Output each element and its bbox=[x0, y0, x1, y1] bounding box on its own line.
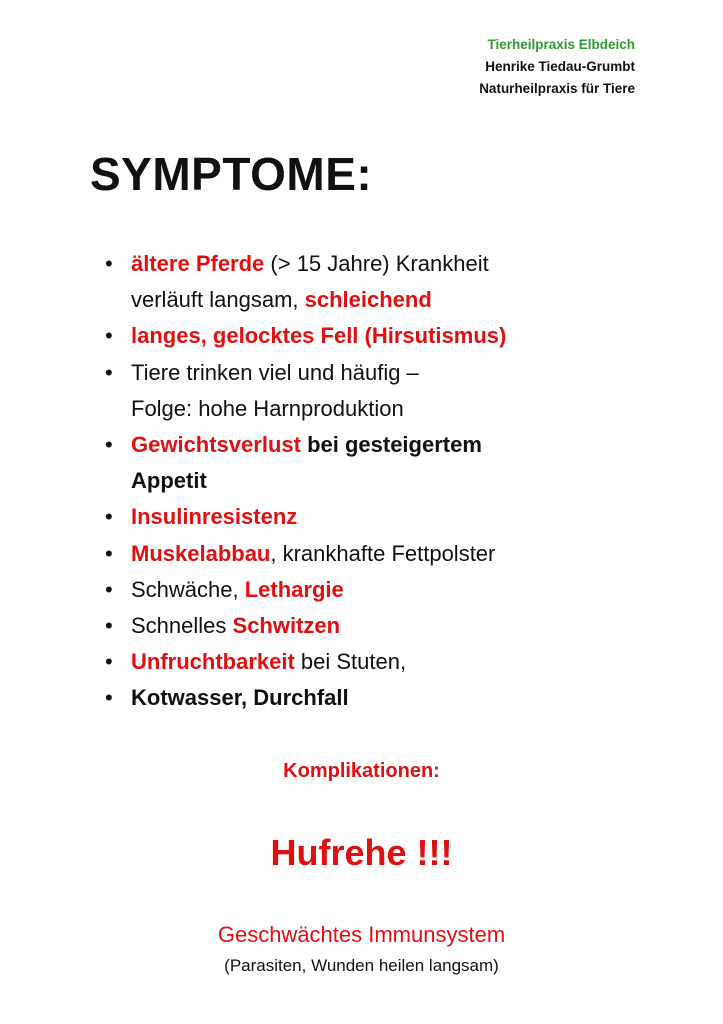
practitioner-name: Henrike Tiedau-Grumbt bbox=[485, 59, 635, 74]
main-complication: Hufrehe !!! bbox=[270, 832, 453, 873]
immune-system-detail: (Parasiten, Wunden heilen langsam) bbox=[224, 956, 499, 975]
list-item bbox=[105, 246, 625, 318]
list-item bbox=[105, 355, 625, 427]
bullet-icon: • bbox=[105, 540, 113, 566]
list-item bbox=[105, 427, 625, 499]
symptom-text: (> 15 Jahre) Krankheit bbox=[264, 251, 489, 276]
symptom-bold: bei gesteigertem bbox=[300, 432, 482, 458]
symptom-highlight: Lethargie bbox=[244, 576, 344, 602]
symptom-text: verläuft langsam, bbox=[131, 287, 305, 313]
symptom-text: bei Stuten, bbox=[294, 649, 407, 675]
symptom-bold: Kotwasser, Durchfall bbox=[131, 685, 349, 711]
complications-heading: Komplikationen: bbox=[283, 760, 440, 782]
list-item bbox=[105, 608, 625, 644]
list-item bbox=[105, 572, 625, 608]
symptom-highlight: schleichend bbox=[304, 287, 432, 313]
bullet-icon: • bbox=[105, 251, 113, 276]
symptom-highlight: Gewichtsverlust bbox=[131, 432, 301, 458]
symptom-text: Tiere trinken viel und häufig – bbox=[131, 359, 419, 385]
symptom-text: Folge: hohe Harnproduktion bbox=[131, 395, 404, 421]
list-item bbox=[105, 680, 625, 716]
bullet-icon: • bbox=[105, 613, 113, 639]
immune-system-note: Geschwächtes Immunsystem bbox=[217, 922, 506, 947]
symptom-highlight: Schwitzen bbox=[232, 613, 341, 639]
bullet-icon: • bbox=[105, 649, 113, 675]
bullet-icon: • bbox=[105, 504, 113, 530]
symptom-text: Schwäche, bbox=[131, 576, 245, 602]
symptom-highlight: ältere Pferde bbox=[131, 251, 265, 276]
symptom-text: , krankhafte Fettpolster bbox=[270, 540, 496, 566]
list-item bbox=[105, 318, 625, 354]
list-item bbox=[105, 499, 625, 535]
list-item bbox=[105, 536, 625, 572]
bullet-icon: • bbox=[105, 576, 113, 602]
symptom-highlight: langes, gelocktes Fell (Hirsutismus) bbox=[131, 323, 507, 349]
symptom-bold: Appetit bbox=[131, 468, 207, 494]
practice-subtitle: Naturheilpraxis für Tiere bbox=[479, 81, 635, 96]
symptom-text: Schnelles bbox=[131, 613, 233, 639]
symptom-highlight: Insulinresistenz bbox=[131, 504, 298, 530]
symptom-list bbox=[105, 246, 625, 717]
practice-header bbox=[479, 34, 635, 100]
page-title: SYMPTOME: bbox=[90, 148, 373, 200]
symptom-highlight: Unfruchtbarkeit bbox=[131, 649, 295, 675]
bullet-icon: • bbox=[105, 685, 113, 711]
bullet-icon: • bbox=[105, 323, 113, 349]
bullet-icon: • bbox=[105, 432, 113, 458]
bullet-icon: • bbox=[105, 359, 113, 385]
practice-name: Tierheilpraxis Elbdeich bbox=[487, 37, 635, 52]
symptom-highlight: Muskelabbau bbox=[131, 540, 271, 566]
list-item bbox=[105, 644, 625, 680]
